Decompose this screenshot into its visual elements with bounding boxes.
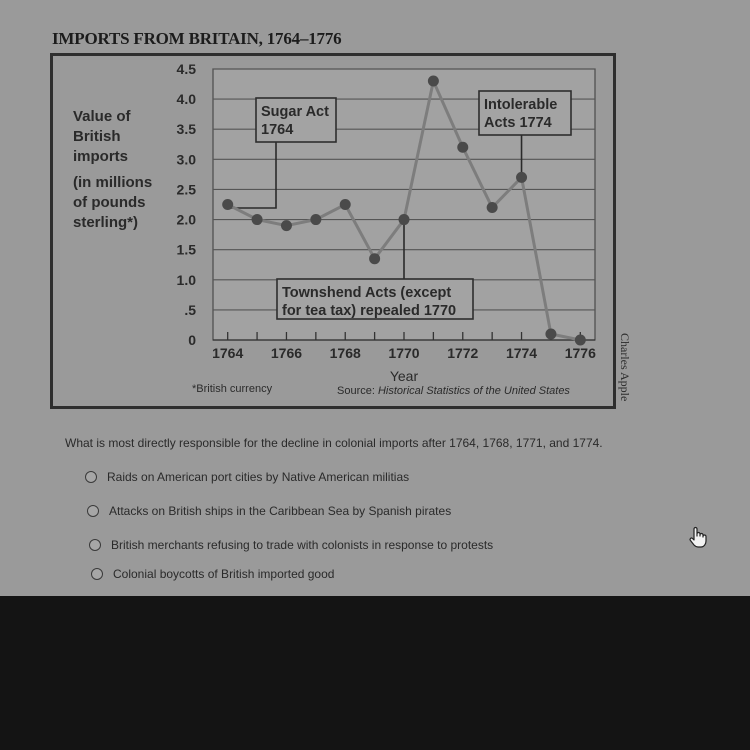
- footnote: *British currency: [192, 383, 273, 395]
- data-point: [222, 199, 233, 210]
- radio-button-1[interactable]: [85, 471, 97, 483]
- answer-option-3-label: British merchants refusing to trade with colonists in response to protests: [111, 538, 494, 552]
- x-tick-label: 1764: [212, 345, 244, 361]
- y-axis-label-line-2: British: [73, 128, 121, 145]
- x-tick-label: 1774: [505, 345, 538, 361]
- annotation-text: for tea tax) repealed 1770: [282, 303, 457, 319]
- y-axis-label-line-1: Value of: [73, 108, 131, 125]
- hand-pointer-icon: [688, 526, 708, 548]
- x-tick-label: 1770: [388, 345, 420, 361]
- annotation-text: Townshend Acts (except: [282, 285, 452, 301]
- y-tick-label: 0: [188, 332, 196, 348]
- question-text: What is most directly responsible for the decline in colonial imports after 1764, 1768, 1771, and 1774.: [65, 436, 603, 450]
- y-tick-label: 1.5: [176, 241, 196, 258]
- answer-option-3[interactable]: [89, 538, 493, 552]
- answer-option-4-label: Colonial boycotts of British imported good: [113, 567, 335, 581]
- answer-option-1-label: Raids on American port cities by Native American militias: [107, 470, 410, 484]
- annotation-text: 1764: [261, 122, 294, 138]
- radio-button-2[interactable]: [87, 505, 99, 517]
- answer-option-2[interactable]: [87, 504, 451, 518]
- source-title: Historical Statistics of the United States: [377, 385, 570, 397]
- data-point: [457, 142, 468, 153]
- y-tick-label: 3.0: [176, 151, 196, 168]
- data-point: [281, 220, 292, 231]
- annotation-text: Sugar Act: [261, 104, 329, 120]
- annotation-text: Acts 1774: [484, 115, 552, 131]
- radio-button-3[interactable]: [89, 539, 101, 551]
- y-axis-label-line-4: (in millions: [73, 174, 153, 191]
- photo-credit: Charles Apple: [618, 333, 632, 402]
- source-line: [337, 385, 570, 397]
- y-tick-label: .5: [184, 301, 196, 318]
- source-prefix: Source:: [337, 385, 378, 397]
- y-tick-label: 2.0: [176, 211, 196, 228]
- data-point: [252, 214, 263, 225]
- data-point: [487, 202, 498, 213]
- y-tick-label: 2.5: [176, 181, 196, 198]
- data-point: [310, 214, 321, 225]
- x-tick-label: 1776: [564, 345, 596, 361]
- chart-title: IMPORTS FROM BRITAIN, 1764–1776: [52, 29, 342, 48]
- answer-option-4[interactable]: [91, 567, 334, 581]
- answer-option-1[interactable]: [85, 470, 409, 484]
- x-tick-label: 1766: [270, 345, 303, 361]
- data-point: [369, 253, 380, 264]
- data-point: [545, 328, 556, 339]
- x-axis-label: Year: [389, 368, 419, 384]
- radio-button-4[interactable]: [91, 568, 103, 580]
- y-axis-label-line-3: imports: [73, 148, 129, 165]
- dark-background: [0, 596, 750, 750]
- data-point: [399, 214, 410, 225]
- y-tick-label: 4.0: [176, 91, 196, 108]
- data-point: [428, 76, 439, 87]
- x-tick-label: 1772: [447, 345, 479, 361]
- data-point: [516, 172, 527, 183]
- x-tick-label: 1768: [329, 345, 361, 361]
- y-tick-label: 4.5: [176, 61, 196, 77]
- y-tick-label: 1.0: [176, 271, 196, 288]
- answer-option-2-label: Attacks on British ships in the Caribbean Sea by Spanish pirates: [109, 504, 452, 518]
- data-point: [340, 199, 351, 210]
- y-tick-label: 3.5: [176, 121, 196, 138]
- annotation-text: Intolerable: [484, 97, 558, 113]
- y-axis-label-line-6: sterling*): [73, 214, 139, 231]
- y-axis-label-line-5: of pounds: [73, 194, 146, 211]
- data-point: [575, 335, 586, 346]
